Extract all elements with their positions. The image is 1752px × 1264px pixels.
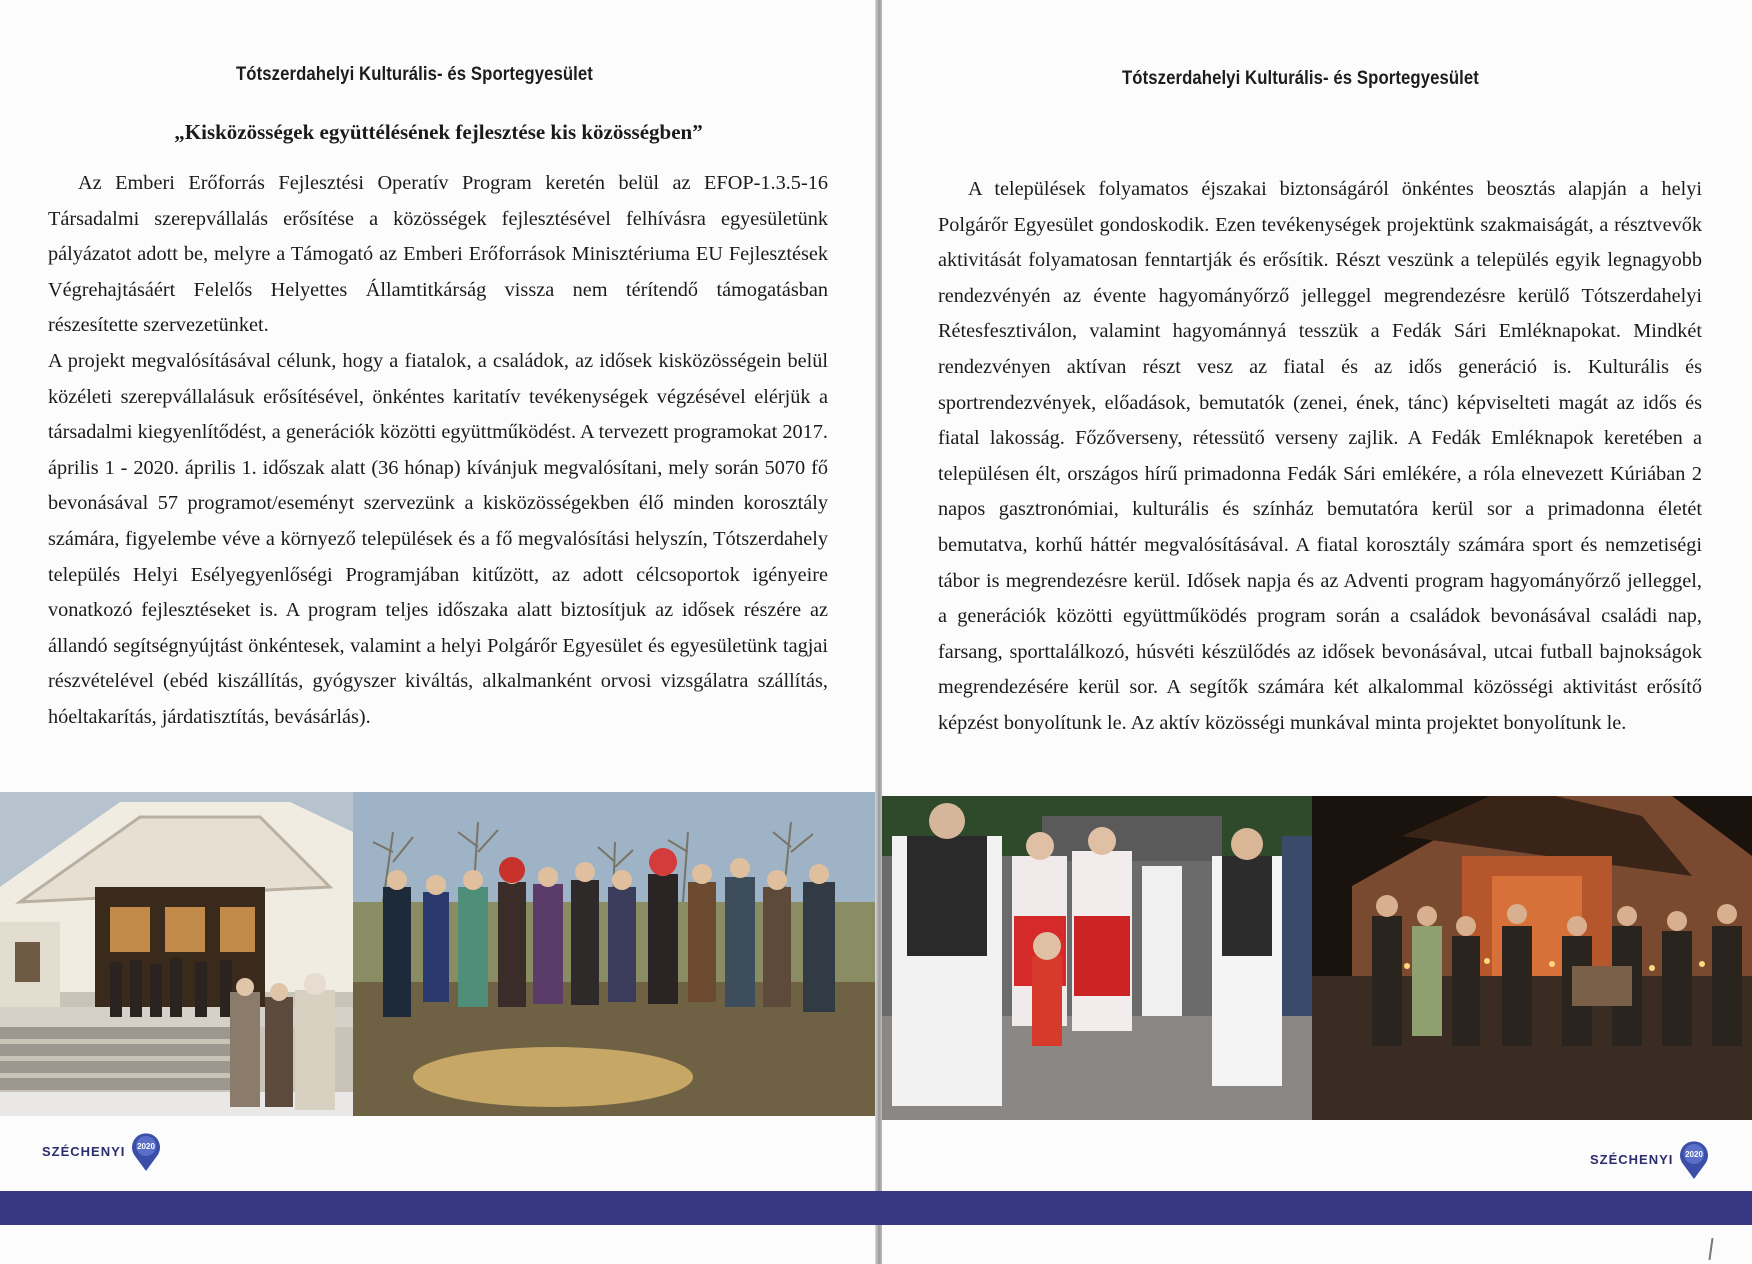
map-pin-icon [1677, 1138, 1711, 1180]
left-page-body [48, 166, 828, 736]
photo-community-house [0, 792, 353, 1116]
footer-band [0, 1191, 1752, 1225]
left-paragraph-2: A projekt megvalósításával célunk, hogy a fiatalok, a családok, az idősek kisközösségein belül közéleti szerepvállalásuk erősítésével, önkéntes karitatív tevékenységek végzésével elérjük a társadalmi kiegyenlítődést, a generációk közötti együttműködést. A tervezett programokat 2017. április 1 - 2020. április 1. időszak alatt (36 hónap) kívánjuk megvalósítani, mely során 5070 fő bevonásával 57 programot/eseményt szervezünk a kisközösségekben élő minden korosztály számára, figyelembe véve a környező települések és a fő megvalósítási helyszín, Tótszerdahely település Helyi Esélyegyenlőségi Programjában kitűzött, az adott célcsoportok igényeire vonatkozó fejlesztéseket is. A program teljes időszaka alatt biztosítjuk az idősek részére az állandó segítségnyújtást önkéntesek, valamint a helyi Polgárőr Egyesület és egyesületünk tagjai részvételével (ebéd kiszállítás, gyógyszer kiváltás, alkalmanként orvosi vizsgálatra szállítás, hóeltakarítás, járdatisztítás, bevásárlás). [48, 349, 828, 728]
left-szechenyi-logo [42, 1130, 163, 1172]
right-page [882, 0, 1752, 1264]
photo-advent-evening [1312, 796, 1752, 1120]
right-page-body [938, 172, 1702, 742]
photo-carnival-group [353, 792, 877, 1116]
szechenyi-logo-text: SZÉCHENYI [42, 1143, 126, 1159]
right-paragraph-1: A települések folyamatos éjszakai biztonságáról önkéntes beosztás alapján a helyi Polgárőr Egyesület gondoskodik. Ezen tevékenységek projektünk szakmaiságát, a résztvevők aktivitását folyamatosan fenntartják és erősítik. Részt veszünk a település egyik legnagyobb rendezvényén az évente hagyományőrző jelleggel megrendezésre kerülő Tótszerdahelyi Rétesfesztiválon, valamint hagyománnyá tesszük a Fedák Sári Emléknapokat. Mindkét rendezvényen aktívan részt vesz az fiatal és az idős generáció is. Kulturális és sportrendezvények, előadások, bemutatók (zenei, ének, tánc) képviselteti magát az idős és fiatal lakosság. Főzőverseny, rétessütő verseny zajlik. A Fedák Emléknapok keretében a településen élt, országos hírű primadonna Fedák Sári emlékére, a róla elnevezett Kúriában 2 napos gasztronómiai, kulturális és színház bemutatóra kerül sor a primadonna életét bemutatva, korhű háttér megvalósításával. A fiatal korosztály számára sport és nemzetiségi tábor is megrendezésre kerül. Idősek napja és az Adventi program hagyományőrző jelleggel, a generációk közötti együttműködés program során a családok bevonásával családi nap, farsang, sporttalálkozó, húsvéti készülődés az idősek bevonásával, utcai futball bajnokságok megrendezésére kerül sor. A segítők számára két alkalommal közösségi aktivitást erősítő képzést bonyolítunk le. Az aktív közösségi munkával minta projektet bonyolítunk le. [938, 178, 1702, 734]
photo-folk-costumes [882, 796, 1312, 1120]
left-paragraph-1: Az Emberi Erőforrás Fejlesztési Operatív Program keretén belül az EFOP-1.3.5-16 Társadalmi szerepvállalás erősítése a közösségek fejlesztésével felhívásra egyesületünk pályázatot adott be, melyre a Támogató az Emberi Erőforrások Minisztériuma EU Fejlesztések Végrehajtásáért Felelős Helyettes Államtitkárság vissza nem térítendő támogatásban részesítette szervezetünket. [48, 172, 828, 337]
logo-badge-text: 2020 [137, 1142, 156, 1151]
szechenyi-logo-text: SZÉCHENYI [1590, 1151, 1674, 1167]
right-szechenyi-logo [1590, 1138, 1711, 1180]
logo-badge-text: 2020 [1685, 1150, 1704, 1159]
left-page-subtitle: „Kisközösségek együttélésének fejlesztése kis közösségben” [174, 120, 703, 144]
left-page-header: Tótszerdahelyi Kulturális- és Sportegyesület [236, 64, 593, 85]
right-page-header: Tótszerdahelyi Kulturális- és Sportegyesület [1122, 68, 1479, 89]
map-pin-icon [129, 1130, 163, 1172]
